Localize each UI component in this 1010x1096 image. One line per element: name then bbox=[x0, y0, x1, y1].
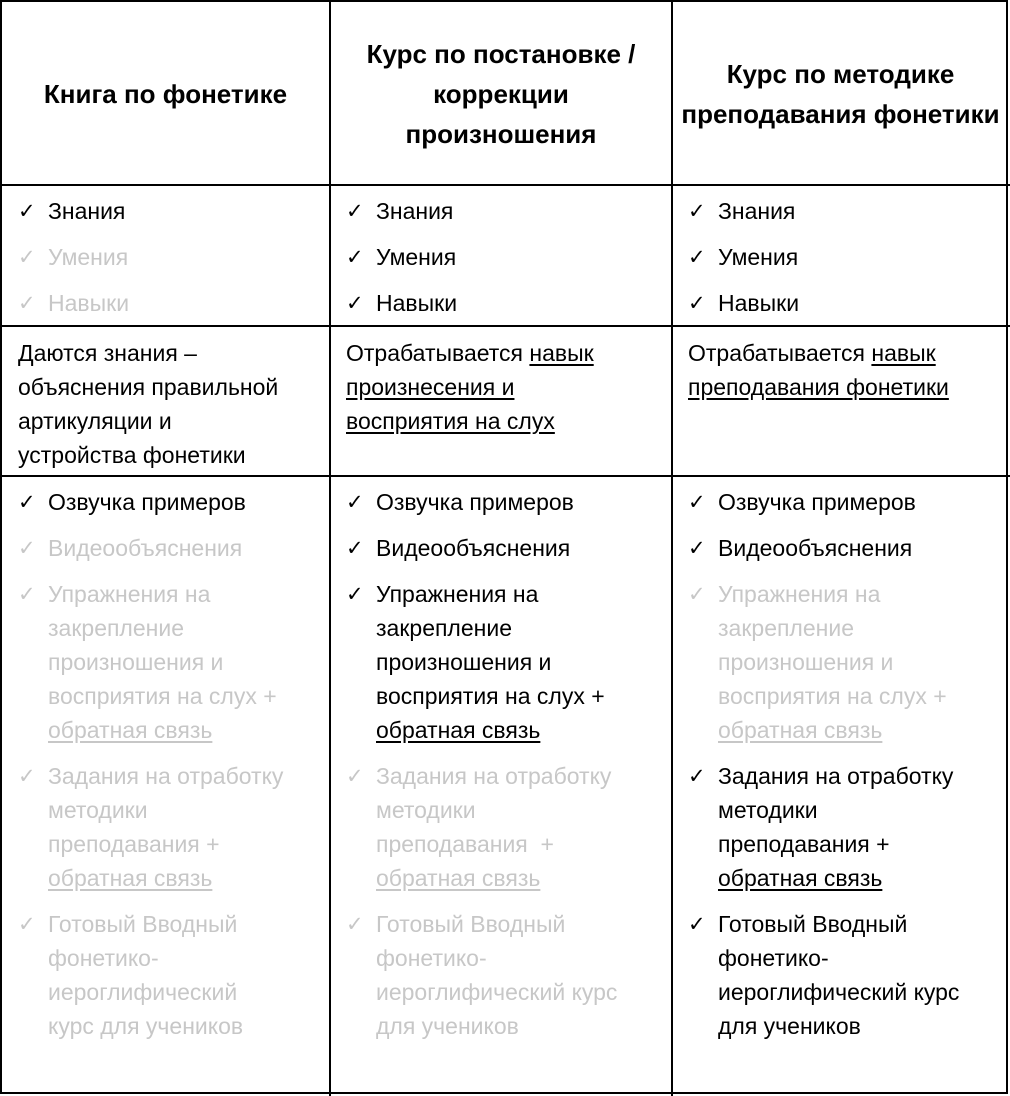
text-line: артикуляции и bbox=[18, 408, 172, 434]
check-icon: ✓ bbox=[346, 912, 364, 936]
check-icon: ✓ bbox=[18, 490, 36, 514]
underlined-text: обратная связь bbox=[48, 865, 213, 891]
text-line: закрепление bbox=[718, 615, 854, 641]
header-pronunciation-course bbox=[331, 2, 671, 186]
text-line: Упражнения на bbox=[718, 581, 881, 607]
description-text bbox=[688, 336, 1004, 404]
check-icon: ✓ bbox=[18, 245, 36, 269]
text-line: произношения и bbox=[718, 649, 894, 675]
row3-col3 bbox=[688, 485, 1004, 1043]
item-label: Умения bbox=[48, 244, 129, 270]
list-item bbox=[346, 194, 666, 228]
row2-col3 bbox=[688, 336, 1004, 404]
check-icon: ✓ bbox=[346, 199, 364, 223]
check-icon: ✓ bbox=[688, 245, 706, 269]
header-label: Курс по методике преподавания фонетики bbox=[681, 59, 1000, 129]
list-item bbox=[346, 759, 666, 895]
description-text bbox=[346, 336, 666, 438]
text-line: закрепление bbox=[48, 615, 184, 641]
list-item bbox=[688, 759, 1004, 895]
item-label: Умения bbox=[376, 244, 457, 270]
list-item bbox=[18, 485, 323, 519]
row1-col3 bbox=[688, 194, 1004, 320]
list-item bbox=[688, 531, 1004, 565]
check-icon: ✓ bbox=[688, 490, 706, 514]
underlined-text: произнесения и bbox=[346, 374, 515, 400]
text-line: Готовый Вводный bbox=[376, 911, 566, 937]
check-icon: ✓ bbox=[346, 245, 364, 269]
list-item bbox=[346, 577, 666, 747]
list-item bbox=[18, 577, 323, 747]
check-icon: ✓ bbox=[688, 582, 706, 606]
underlined-text: восприятия на слух bbox=[346, 408, 555, 434]
text-line: закрепление bbox=[376, 615, 512, 641]
row2-col2 bbox=[346, 336, 666, 438]
text-line: методики bbox=[718, 797, 818, 823]
item-label: Озвучка примеров bbox=[718, 489, 916, 515]
check-icon: ✓ bbox=[346, 536, 364, 560]
text-line: методики bbox=[48, 797, 148, 823]
item-label: Навыки bbox=[718, 290, 800, 316]
check-icon: ✓ bbox=[688, 912, 706, 936]
check-icon: ✓ bbox=[18, 912, 36, 936]
item-label: Знания bbox=[376, 198, 454, 224]
list-item bbox=[18, 907, 323, 1043]
list-item bbox=[688, 577, 1004, 747]
text-line: фонетико- bbox=[376, 945, 487, 971]
list-item bbox=[18, 759, 323, 895]
item-label: Видеообъяснения bbox=[376, 535, 571, 561]
text-line: для учеников bbox=[718, 1013, 861, 1039]
text-line: восприятия на слух + bbox=[718, 683, 947, 709]
list-item bbox=[688, 194, 1004, 228]
item-label: Озвучка примеров bbox=[48, 489, 246, 515]
header-label: Книга по фонетике bbox=[43, 79, 288, 109]
row-divider bbox=[2, 475, 1010, 477]
underlined-text: обратная связь bbox=[718, 717, 883, 743]
check-icon: ✓ bbox=[18, 291, 36, 315]
list-item bbox=[346, 286, 666, 320]
row1-col2 bbox=[346, 194, 666, 320]
row3-col1 bbox=[18, 485, 323, 1043]
item-label: Видеообъяснения bbox=[718, 535, 913, 561]
text-line: устройства фонетики bbox=[18, 442, 246, 468]
check-icon: ✓ bbox=[18, 199, 36, 223]
list-item bbox=[18, 286, 323, 320]
underlined-text: обратная связь bbox=[48, 717, 213, 743]
item-label: Навыки bbox=[376, 290, 458, 316]
text-line: преподавания + bbox=[718, 831, 890, 857]
check-icon: ✓ bbox=[18, 582, 36, 606]
text-line: иероглифический курс bbox=[376, 979, 618, 1005]
list-item bbox=[18, 194, 323, 228]
check-icon: ✓ bbox=[688, 536, 706, 560]
text-line: Задания на отработку bbox=[376, 763, 612, 789]
check-icon: ✓ bbox=[346, 291, 364, 315]
check-icon: ✓ bbox=[346, 490, 364, 514]
text-prefix: Отрабатывается bbox=[688, 340, 872, 366]
text-line: преподавания + bbox=[376, 831, 554, 857]
check-icon: ✓ bbox=[688, 764, 706, 788]
text-line: для учеников bbox=[376, 1013, 519, 1039]
row2-col1 bbox=[18, 336, 323, 472]
text-line: произношения и bbox=[376, 649, 552, 675]
header-book bbox=[2, 2, 329, 186]
list-item bbox=[346, 907, 666, 1043]
check-icon: ✓ bbox=[18, 536, 36, 560]
text-prefix: Отрабатывается bbox=[346, 340, 530, 366]
item-label: Знания bbox=[718, 198, 796, 224]
text-line: восприятия на слух + bbox=[48, 683, 277, 709]
text-line: восприятия на слух + bbox=[376, 683, 605, 709]
description-text bbox=[18, 336, 323, 472]
check-icon: ✓ bbox=[346, 764, 364, 788]
check-icon: ✓ bbox=[688, 291, 706, 315]
underlined-text: навык bbox=[871, 340, 936, 366]
list-item bbox=[346, 240, 666, 274]
text-line: Задания на отработку bbox=[48, 763, 284, 789]
list-item bbox=[688, 286, 1004, 320]
row3-col2 bbox=[346, 485, 666, 1043]
list-item bbox=[346, 485, 666, 519]
list-item bbox=[688, 907, 1004, 1043]
item-label: Навыки bbox=[48, 290, 130, 316]
list-item bbox=[688, 240, 1004, 274]
text-line: иероглифический bbox=[48, 979, 238, 1005]
item-label: Видеообъяснения bbox=[48, 535, 243, 561]
text-line: преподавания + bbox=[48, 831, 220, 857]
text-line: иероглифический курс bbox=[718, 979, 960, 1005]
text-line: Упражнения на bbox=[376, 581, 539, 607]
header-label: Курс по постановке /коррекции произношения bbox=[366, 39, 636, 149]
text-line: фонетико- bbox=[48, 945, 159, 971]
list-item bbox=[18, 240, 323, 274]
list-item bbox=[346, 531, 666, 565]
text-line: Упражнения на bbox=[48, 581, 211, 607]
list-item bbox=[18, 531, 323, 565]
text-line: методики bbox=[376, 797, 476, 823]
text-line: Готовый Вводный bbox=[48, 911, 238, 937]
text-line: Даются знания – bbox=[18, 340, 197, 366]
text-line: Готовый Вводный bbox=[718, 911, 908, 937]
header-methodology-course bbox=[673, 2, 1008, 186]
row1-col1 bbox=[18, 194, 323, 320]
text-line: курс для учеников bbox=[48, 1013, 244, 1039]
item-label: Озвучка примеров bbox=[376, 489, 574, 515]
text-line: произношения и bbox=[48, 649, 224, 675]
row-divider bbox=[2, 325, 1010, 327]
list-item bbox=[688, 485, 1004, 519]
underlined-text: преподавания фонетики bbox=[688, 374, 949, 400]
check-icon: ✓ bbox=[688, 199, 706, 223]
check-icon: ✓ bbox=[18, 764, 36, 788]
check-icon: ✓ bbox=[346, 582, 364, 606]
underlined-text: обратная связь bbox=[718, 865, 883, 891]
underlined-text: навык bbox=[529, 340, 594, 366]
item-label: Умения bbox=[718, 244, 799, 270]
text-line: Задания на отработку bbox=[718, 763, 954, 789]
underlined-text: обратная связь bbox=[376, 717, 541, 743]
underlined-text: обратная связь bbox=[376, 865, 541, 891]
item-label: Знания bbox=[48, 198, 126, 224]
text-line: объяснения правильной bbox=[18, 374, 279, 400]
text-line: фонетико- bbox=[718, 945, 829, 971]
